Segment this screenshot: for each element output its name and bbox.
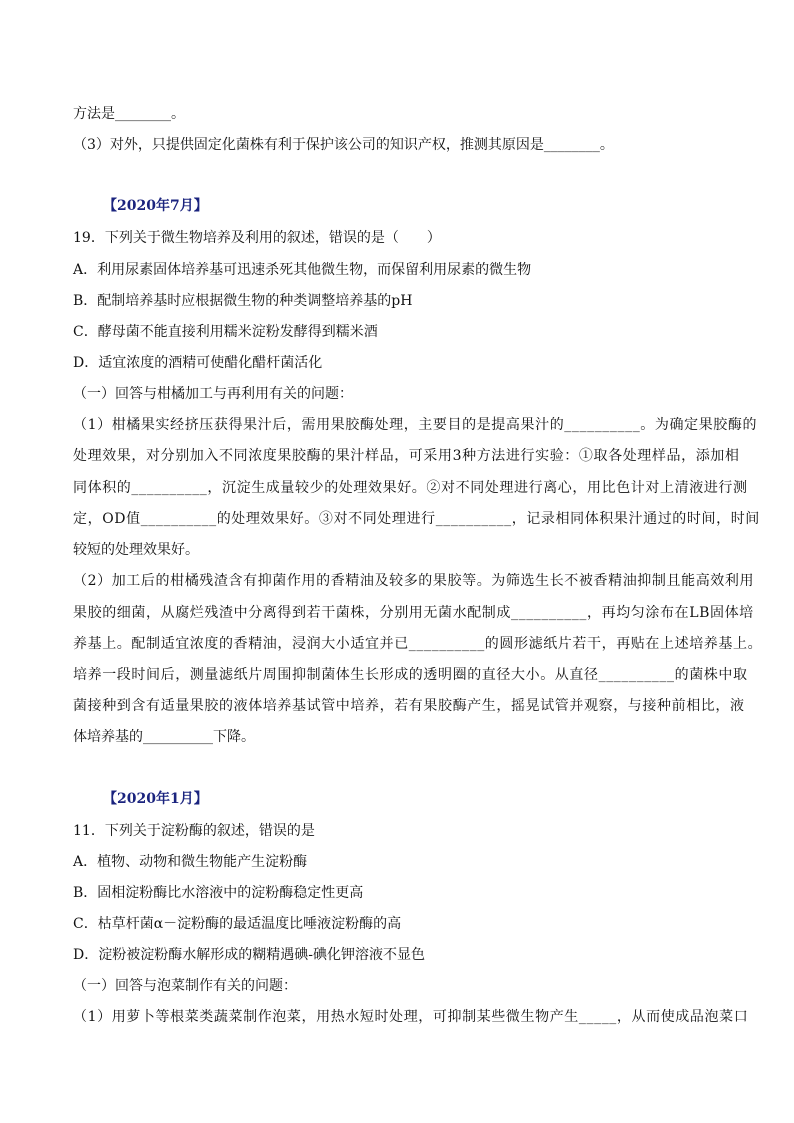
text-line: 定，OD值__________的处理效果好。③对不同处理进行__________，记录相同体积果汁通过的时间，时间 — [73, 511, 760, 527]
text-line: （1）柑橘果实经挤压获得果汁后，需用果胶酶处理，主要目的是提高果汁的__________。为确定果胶酶的 — [73, 417, 758, 433]
text-line: （2）加工后的柑橘残渣含有抑菌作用的香精油及较多的果胶等。为筛选生长不被香精油抑制且能高效利用 — [73, 573, 755, 589]
option-c: C．酵母菌不能直接利用糯米淀粉发酵得到糯米酒 — [73, 324, 378, 340]
text-line: 菌接种到含有适量果胶的液体培养基试管中培养，若有果胶酶产生，摇晃试管并观察，与接种前相比，液 — [73, 698, 745, 714]
text-line: （3）对外，只提供固定化菌株有利于保护该公司的知识产权，推测其原因是________。 — [73, 137, 614, 153]
subsection-title: （一）回答与泡菜制作有关的问题： — [73, 978, 297, 994]
section-heading-2020-july: 【2020年7月】 — [103, 198, 208, 214]
text-line: 较短的处理效果好。 — [73, 542, 199, 558]
option-b: B．配制培养基时应根据微生物的种类调整培养基的pH — [73, 293, 413, 309]
option-c: C．枯草杆菌α－淀粉酶的最适温度比唾液淀粉酶的高 — [73, 916, 402, 932]
text-line: 果胶的细菌，从腐烂残渣中分离得到若干菌株，分别用无菌水配制成__________，再均匀涂布在LB固体培 — [73, 605, 754, 621]
option-d: D．淀粉被淀粉酶水解形成的糊精遇碘-碘化钾溶液不显色 — [73, 947, 425, 963]
option-d: D．适宜浓度的酒精可使醋化醋杆菌活化 — [73, 355, 323, 371]
text-line: 处理效果，对分别加入不同浓度果胶酶的果汁样品，可采用3种方法进行实验：①取各处理样品，添加相 — [73, 448, 740, 464]
option-a: A．利用尿素固体培养基可迅速杀死其他微生物，而保留利用尿素的微生物 — [73, 262, 532, 278]
text-line: 培养一段时间后，测量滤纸片周围抑制菌体生长形成的透明圈的直径大小。从直径__________的菌株中取 — [73, 667, 748, 683]
text-line: 养基上。配制适宜浓度的香精油，浸润大小适宜并已__________的圆形滤纸片若干，再贴在上述培养基上。 — [73, 636, 763, 652]
text-line: 体培养基的__________下降。 — [73, 729, 255, 745]
text-line: 方法是________。 — [73, 106, 185, 122]
question-11-stem: 11．下列关于淀粉酶的叙述，错误的是 — [73, 823, 315, 839]
option-b: B．固相淀粉酶比水溶液中的淀粉酶稳定性更高 — [73, 885, 364, 901]
option-a: A．植物、动物和微生物能产生淀粉酶 — [73, 854, 308, 870]
text-line: 同体积的__________，沉淀生成量较少的处理效果好。②对不同处理进行离心，用比色计对上清液进行测 — [73, 480, 748, 496]
question-19-stem: 19．下列关于微生物培养及利用的叙述，错误的是（ ） — [73, 230, 441, 246]
text-line: （1）用萝卜等根菜类蔬菜制作泡菜，用热水短时处理，可抑制某些微生物产生_____，从而使成品泡菜口 — [73, 1009, 749, 1025]
subsection-title: （一）回答与柑橘加工与再利用有关的问题： — [73, 386, 353, 402]
section-heading-2020-january: 【2020年1月】 — [103, 791, 208, 807]
